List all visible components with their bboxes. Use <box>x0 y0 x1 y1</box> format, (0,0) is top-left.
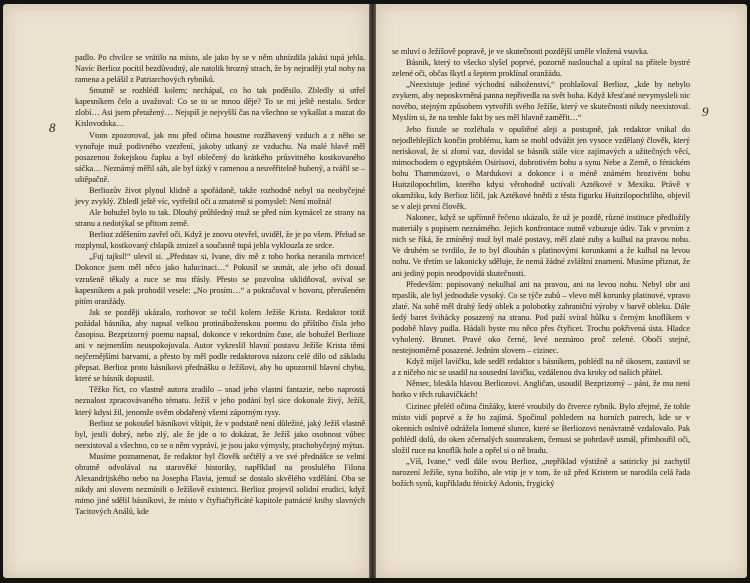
paragraph: Jeho fistule se rozléhala v opuštěné aleji a postupně, jak redaktor vnikal do nejodlehlejších končin problému, kam se mohl odvážit jen vysoce vzdělaný člověk, který neriskoval, že si zlomí vaz, dovídal se básník stále více zajímavých a užitečných věcí, mimochodem o egyptském Osirisovi, dobrotivém bohu a synu Nebe a Země, o fénickém bohu Thammúzovi, o Mardukovi a dokonce i o méně známém hrozivém bohu Huitzilopochtlim, kterého kdysi věrohodně uctívali Aztékové v Mexiku. Právě v okamžiku, kdy Berlioz líčil, jak Aztékové hnětli z těsta figurku Huitzilopochtlího, objevil se v aleji první člověk. <box>392 124 690 212</box>
paragraph: Když míjel lavičku, kde seděl redaktor s básníkem, pohlédl na ně úkosem, zastavil se a z ničeho nic se usadil na sousední lavičku, vzdálenou dva kroky od našich přátel. <box>392 357 690 378</box>
paragraph: Berlioz zděšením zavřel oči. Když je znovu otevřel, uviděl, že je po všem. Přelud se rozplynul, kostkovaný chlapík zmizel a současně tupá jehla vyklouzla ze srdce. <box>75 230 365 251</box>
paragraph: Těžko říct, co vlastně autora zradilo – snad jeho vlastní fantazie, nebo naprostá neznalost zpracovávaného tématu. Ježíš v jeho podání byl sice dokonale živý, Ježíš, který kdysi žil, jenomže ověm obdařený všemi záporným rysy. <box>75 385 365 417</box>
paragraph: Musíme poznamenat, že redaktor byl člověk sečtělý a ve své přednášce se velmi obratně odvolával na starověké historiky, například na proslulého Filona Alexandrijského nebo na Josepha Flavia, jemuž se dostalo skvělého vzdělání. Oba se nikdy ani slovem nezmínili o Ježíšově existenci. Berlioz projevil solidní erudici, když mimo jiné sdělil básníkovi, že místo v čtyřiačtyřicáté kapitole patnácté knihy slavných Tacitových Análů, kde <box>75 451 365 517</box>
paragraph: Ale bohužel bylo to tak. Dlouhý průhledný muž se před ním kymácel ze strany na stranu a nedotýkal se přitom země. <box>75 208 365 229</box>
paragraph: „Fuj tajksl!“ ulevil si. „Představ si, Ivane, div mě z toho horka neranila mrtvice! Dokonce jsem měl něco jako halucinaci…“ Pokusil se usmát, ale jeho oči dosud vzrušeně těkaly a ruce se mu třásly. Přesto se pozvolna uklidňoval, ovíval se kapesníkem a pak prohodil vesele: „No prosím…“ a pokračoval v hovoru, přerušeném pitím oranžády. <box>75 252 365 306</box>
paragraph: Nakonec, když se upřímně řečeno ukázalo, že už je pozdě, různé instituce předložily materiály s popisem neznámého. Jejich konfrontace nutně vzbuzuje údiv. Tak v prvním z nich se říká, že zmíněný muž byl malé postavy, měl zlaté zuby a kulhal na pravou nohu. Ve druhém se tvrdilo, že to byl dlouhán s platinovými korunkami a že kulhal na levou nohu. Ve třetím se lakonicky sděluje, že nemá žádné zvláštní znamení. Musíme přiznat, že ani jediný popis neodpovídá skutečnosti. <box>392 213 690 278</box>
left-page-number: 8 <box>49 120 56 135</box>
paragraph: Němec, bleskla hlavou Berliozovi. Angličan, usoudil Bezprizorný – páni, že mu není horko v těch rukavičkách! <box>392 379 690 400</box>
paragraph: Smutně se rozhlédl kolem; nechápal, co ho tak poděsilo. Zbledly si utřel kapesníkem čelo a uvažoval: Co se to se mnou děje? To se mi ještě nestalo. Srdce zlobí… Asi jsem přetažený… Nejspíš je nejvyšší čas na všechno se vykašlat a mazat do Kislovodska… <box>75 86 365 129</box>
right-page <box>376 4 747 578</box>
paragraph: Jak se později ukázalo, rozhovor se točil kolem Ježíše Krista. Redaktor totiž požádal básníka, aby napsal velkou protináboženskou poemu do příštího čísla jeho časopisu. Bezprizorný poemu napsal, dokonce v rekordním čase, ale bohužel Berlioze ani v nejmenším neuspokojovala. Autor vykreslil hlavní postavu Ježíše Krista těmi nejčernějšími barvami, a přesto by měl podle redaktorova názoru celé dílo od základu přepsat. Berlioz proto básníkovi přednášku o Ježíšovi, aby ho upozornil hlavní chybu, které se básník dopustil. <box>75 307 365 384</box>
paragraph: se mluví o Ježíšově popravě, je ve skutečnosti pozdější uměle vložená vsuvka. <box>392 47 649 56</box>
left-page <box>3 4 369 578</box>
paragraph: Básník, který to všecko slyšel poprvé, pozorně naslouchal a upíral na přítele bystré zelené oči, občas škytl a šeptem proklínal oranžádu. <box>392 58 690 79</box>
paragraph: Berlioz se pokoušel básníkovi vštípit, že v podstatě není důležité, jaký Ježíš vlastně byl, jestli dobrý, nebo zlý, ale že jde o to dokázat, že Ježíš jako osobnost vůbec neexistoval a všechno, co se o něm vypráví, je jsou jako výmysly, prachobyčejný mýtus. <box>75 418 365 450</box>
left-page-text <box>75 52 365 517</box>
book-gutter <box>369 4 376 578</box>
paragraph: Berliozův život plynul klidně a spořádaně, takže rozhodně nebyl na neobyčejné jevy zvyklý. Zbledl ještě víc, vytřeštil oči a zmateně si pomyslel: Není možná! <box>75 185 365 207</box>
paragraph: „Víš, Ivane,“ vedl dále svou Berlioz, „nepříklad výstižně a satiricky jsi zachytil narození Ježíše, syna božího, ale vtip je v tom, že už před Kristem se narodila celá řada božích synů, kupříkladu fénický Adonis, frygický <box>392 456 690 489</box>
paragraph: Cizinec přelétl očima činžáky, které vroubily do čtverce rybník. Bylo zřejmé, že tohle místo vidí poprvé a že ho zajímá. Spočinul pohledem na horních patrech, kde se v okenních oslnivě odrážela lomené slunce, které se Berliozovi nenávratně vzdalovalo. Pak pohlédl dolů, do oken zčernalých soumrakem, čemusi se pohrdavě usmál, přimhouřil oči, složil ruce na knoflík hole a opřel si o ně bradu. <box>392 401 690 455</box>
right-page-number: 9 <box>702 104 709 119</box>
paragraph: Především: popisovaný nekulhal ani na pravou, ani na levou nohu. Nebyl obr ani trpaslík, ale byl jednoduše vysoký. Co se týče zubů – vlevo měl korunky platinové, vpravo zlaté. Na sobě měl drahý šedý oblek a polobotky zahraniční výroby v barvě obleku. Dále šedý baret švihácky posazený na stranu. Pod paží svíral hůlku s černým knoflíkem v podobě hlavy pudla. Hádali byste mu něco přes čtyřicet. Trochu pokřivená ústa. Hladce vyholený. Brunet. Pravé oko černé, levé neznámo proč zelené. Obočí stejné, nestejnoměrně posazené. Jedním slovem – cizinec. <box>392 279 690 356</box>
right-page-text <box>392 46 690 489</box>
paragraph: „Neexistuje jediné východní náboženství,“ prohlašoval Berlioz, „kde by nebylo zvykem, aby neposkvrněná panna nepřivedla na svět boha. Když křesťané nevymysleli nic nového, stejným způsobem vytvořili svého Ježíše, který ve skutečnosti nikdy neexistoval. Myslím si, že na tenhle fakt by ses měl hlavně zaměřit…“ <box>392 80 690 123</box>
paragraph: padlo. Po chvilce se vrátilo na místo, ale jako by se v něm uhnízdila jakási tupá jehla. Navíc Berlioz pocítil bezdůvodný, ale natolik hrozný strach, že by nejraději ytal nohy na ramena a pelášil z Patriarchových rybníků. <box>75 53 365 85</box>
paragraph: Vtom zpozoroval, jak mu před očima houstne rozžhavený vzduch a z něho se vynořuje muž podivného vzezření, jakoby utkaný ze vzduchu. Na malé hlavě měl posazenou žokejskou čapku a byl oblečený do krátkého průsvitného kostkovaného sáčka… Neznámý měřil sáh, ale byl úzký v ramenou a neuvěřitelně hubený, a tvářil se – uštěpačně. <box>75 130 365 184</box>
